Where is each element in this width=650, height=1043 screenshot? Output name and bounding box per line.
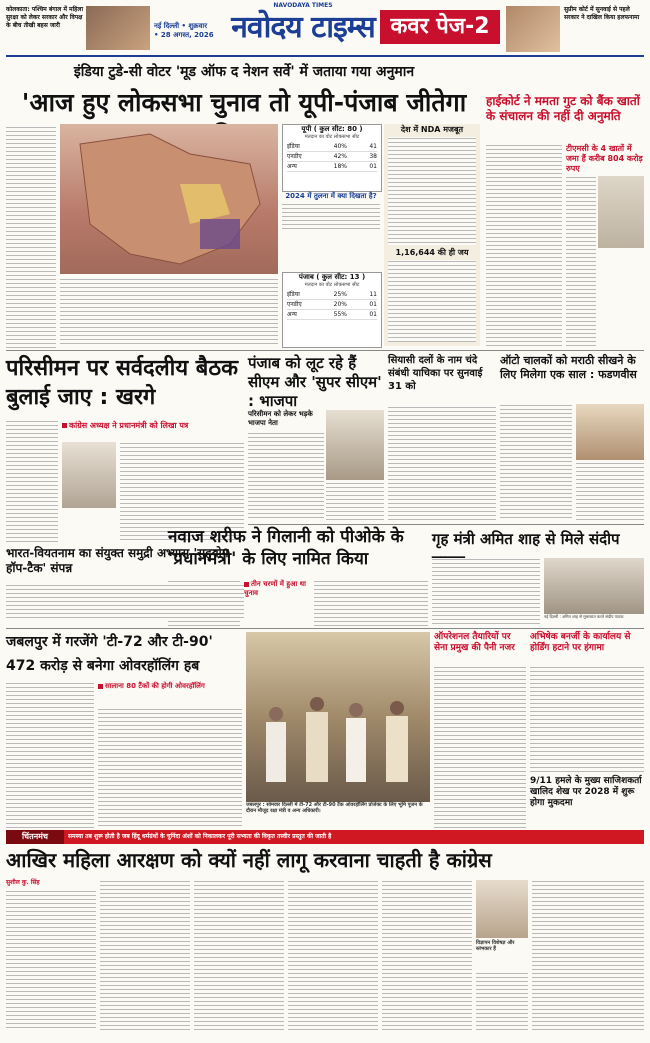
masthead-rule bbox=[6, 55, 644, 57]
abhishek-headline bbox=[530, 632, 644, 662]
hc-photo bbox=[598, 176, 644, 248]
survey-body-bottom bbox=[60, 278, 278, 346]
masthead-logo bbox=[228, 2, 378, 52]
punjab-cm-headline bbox=[248, 354, 384, 408]
punjab-table-rows bbox=[283, 288, 381, 322]
shah-headline bbox=[432, 528, 644, 556]
nawaz-body-1 bbox=[168, 580, 240, 626]
abhishek-body bbox=[530, 666, 644, 772]
shah-caption-text: नई दिल्ली : अमित शाह से मुलाकात करते संदीप पाठक bbox=[544, 614, 624, 619]
author-note-text: विज्ञापन विशेषज्ञ और स्तंभकार हैं bbox=[476, 940, 515, 952]
up-table-cell: एनडीए bbox=[287, 153, 302, 160]
nine-eleven-headline-text: 9/11 हमले के मुख्य साजिशकर्ता खालिद शेख पर 2028 में शुरू होगा मुकदमा bbox=[530, 776, 642, 808]
operation-headline-text: ऑपरेशनल तैयारियों पर सेना प्रमुख की पैनी नजर bbox=[434, 632, 515, 653]
shah-caption bbox=[544, 614, 644, 626]
punjab-table bbox=[282, 272, 382, 348]
punjab-table-cell: 11 bbox=[369, 291, 377, 298]
dateline bbox=[154, 6, 228, 50]
auto-body bbox=[500, 404, 572, 520]
right-promo-photo bbox=[506, 6, 560, 52]
punjab-table-title: पंजाब ( कुल सीट: 13 ) bbox=[298, 273, 366, 281]
up-table-cell: 01 bbox=[369, 163, 377, 170]
up-table-cell: 18% bbox=[333, 163, 347, 170]
punjab-table-cell: 55% bbox=[333, 311, 347, 318]
punjab-cm-body-2 bbox=[326, 482, 384, 520]
hc-sub-text: टीएमसी के 4 खातों में जमा हैं करीब 804 करोड़ रुपए bbox=[566, 144, 643, 173]
punjab-table-cell: 25% bbox=[333, 291, 347, 298]
punjab-cm-headline-text: पंजाब को लूट रहे हैं सीएम और 'सुपर सीएम' : भाजपा bbox=[248, 354, 382, 410]
sirsa-body bbox=[388, 406, 496, 520]
delim-sub-text: कांग्रेस अध्यक्ष ने प्रधानमंत्री को लिखा पत्र bbox=[69, 421, 189, 430]
section-label: कवर पेज-2 bbox=[390, 14, 490, 39]
chintan-byline-text: सुशील कु. सिंह bbox=[6, 879, 40, 886]
up-table-subtitle: मतदान का वोट लोकसभा सीट bbox=[304, 134, 360, 140]
ceremony-graphic bbox=[246, 632, 430, 802]
chintan-body-6 bbox=[476, 972, 528, 1030]
author-photo bbox=[476, 880, 528, 938]
bullet-icon bbox=[62, 423, 67, 428]
punjab-cm-photo bbox=[326, 410, 384, 480]
rule-2 bbox=[248, 524, 644, 525]
chintan-ribbon-text: समस्या तब शुरू होती है जब हिंदू धर्मग्रंथों के चुनिंदा अंशों को निकालकर पूरी सभ्यता की विकृत तस्वीर प्रस्तुत की जाती है bbox=[68, 833, 332, 840]
up-table-cell: 41 bbox=[369, 143, 377, 150]
punjab-table-cell: 20% bbox=[333, 301, 347, 308]
left-promo bbox=[6, 6, 84, 52]
nawaz-headline-text: नवाज शरीफ ने गिलानी को पीओके के 'प्रधानमंत्री' के लिए नामित किया bbox=[168, 527, 404, 569]
bullet-icon bbox=[98, 684, 103, 689]
right-promo-text: सुप्रीम कोर्ट में सुनवाई से पहले सरकार ने दाखिल किया हलफनामा bbox=[564, 6, 640, 21]
delim-body-1 bbox=[6, 420, 58, 542]
jabalpur-headline-1 bbox=[6, 632, 242, 654]
up-table-row bbox=[287, 162, 377, 172]
nawaz-body-2 bbox=[314, 580, 428, 626]
chintan-label: चिंतनमंच bbox=[6, 830, 64, 844]
shah-headline-text: गृह मंत्री अमित शाह से मिले संदीप bbox=[432, 530, 620, 548]
city-date: नई दिल्ली • शुक्रवार bbox=[154, 22, 208, 30]
punjab-table-row bbox=[287, 300, 377, 310]
section-box bbox=[380, 10, 500, 44]
sirsa-headline bbox=[388, 354, 496, 404]
hc-sub bbox=[566, 144, 644, 174]
chintan-body-5 bbox=[382, 880, 472, 1030]
survey-headline-text: 'आज हुए लोकसभा चुनाव तो यूपी-पंजाब जीतेगा bbox=[21, 88, 467, 117]
jabalpur-sub-text: सालाना 80 टैंकों की होगी ओवरहॉलिंग bbox=[105, 682, 205, 690]
hc-headline-text: हाईकोर्ट ने ममता गुट को बैंक खातों के संचालन की नहीं दी अनुमति bbox=[486, 94, 640, 123]
up-table-cell: 40% bbox=[333, 143, 347, 150]
punjab-table-row bbox=[287, 290, 377, 300]
survey-banner bbox=[6, 60, 482, 86]
registration-strip bbox=[6, 1034, 644, 1040]
up-table-cell: इंडिया bbox=[287, 143, 300, 150]
punjab-table-cell: 01 bbox=[369, 301, 377, 308]
up-table-title: यूपी ( कुल सीट: 80 ) bbox=[301, 125, 363, 133]
nawaz-sub bbox=[244, 580, 310, 600]
sirsa-headline-text: सियासी दलों के नाम चंदे संबंधी याचिका पर सुनवाई 31 को bbox=[388, 355, 483, 392]
chintan-ribbon bbox=[6, 830, 644, 844]
rule-1 bbox=[6, 350, 644, 351]
brand-name: नवोदय टाइम्स bbox=[231, 10, 375, 45]
chintan-body-3 bbox=[194, 880, 284, 1030]
up-table bbox=[282, 124, 382, 192]
jabalpur-headline-1-text: जबलपुर में गरजेंगे 'टी-72 और टी-90' bbox=[6, 634, 213, 650]
nda-column bbox=[384, 124, 480, 346]
delim-headline bbox=[6, 354, 244, 416]
punjab-table-cell: इंडिया bbox=[287, 291, 300, 298]
chintan-headline bbox=[6, 846, 644, 876]
hc-body bbox=[486, 144, 562, 348]
delim-sub bbox=[62, 420, 244, 440]
up-table-rows bbox=[283, 140, 381, 174]
jabalpur-photo bbox=[246, 632, 430, 802]
jabalpur-headline-2 bbox=[6, 656, 242, 678]
nawaz-sub-text: तीन चरणों में हुआ था चुनाव bbox=[244, 580, 306, 597]
bullet-icon bbox=[244, 582, 249, 587]
abhishek-headline-text: अभिषेक बनर्जी के कार्यालय से होर्डिंग हटाने पर हंगामा bbox=[530, 632, 631, 653]
nda-stat: 1,16,644 की ही जय bbox=[395, 248, 469, 257]
delim-headline-text: परिसीमन पर सर्वदलीय बैठक बुलाई जाए : खरगे bbox=[6, 356, 239, 410]
auto-body-2 bbox=[576, 462, 644, 520]
up-table-row bbox=[287, 142, 377, 152]
jabalpur-body-2 bbox=[98, 708, 242, 828]
chintan-body-2 bbox=[100, 880, 190, 1030]
operation-headline bbox=[434, 632, 526, 662]
auto-headline bbox=[500, 354, 644, 400]
punjab-table-subtitle: मतदान का वोट लोकसभा सीट bbox=[304, 282, 360, 288]
jabalpur-caption-text: जबलपुर : सोमवार दिल्ली में टी-72 और टी-90 टैंक ओवरहॉलिंग प्रोजेक्ट के लिए भूमि पूजन के दौरान मौजूद रक्षा मंत्री व अन्य अधिकारी। bbox=[246, 802, 423, 814]
fadnavis-photo bbox=[576, 404, 644, 460]
jabalpur-headline-2-text: 472 करोड़ से बनेगा ओवरहॉलिंग हब bbox=[6, 658, 200, 674]
chintan-body-4 bbox=[288, 880, 378, 1030]
chintan-body-1 bbox=[6, 890, 96, 1030]
punjab-cm-sub-text: परिसीमन को लेकर भड़के भाजपा नेता bbox=[248, 410, 313, 427]
jabalpur-sub bbox=[98, 682, 242, 706]
nda-title: देश में NDA मजबूत bbox=[400, 125, 464, 134]
hc-body-2 bbox=[566, 176, 596, 348]
rule-3 bbox=[6, 628, 644, 629]
up-table-cell: अन्य bbox=[287, 163, 297, 170]
map-infographic bbox=[60, 124, 278, 274]
kharge-photo bbox=[62, 442, 116, 508]
left-promo-photo bbox=[86, 6, 150, 50]
shah-photo bbox=[544, 558, 644, 614]
survey-headline bbox=[6, 86, 482, 122]
nine-eleven-headline bbox=[530, 776, 644, 826]
punjab-cm-body bbox=[248, 432, 324, 520]
auto-headline-text: ऑटो चालकों को मराठी सीखने के लिए मिलेगा एक साल : फडणवीस bbox=[500, 354, 637, 381]
punjab-cm-sub bbox=[248, 410, 324, 430]
chintan-headline-text: आखिर महिला आरक्षण को क्यों नहीं लागू करवाना चाहती है कांग्रेस bbox=[6, 848, 492, 872]
up-table-row bbox=[287, 152, 377, 162]
compare-title: 2024 में तुलना में क्या दिखता है? bbox=[285, 192, 377, 200]
chintan-body-7 bbox=[532, 880, 644, 1030]
operation-body bbox=[434, 666, 526, 828]
right-promo bbox=[564, 6, 644, 52]
author-note bbox=[476, 940, 528, 970]
up-table-cell: 38 bbox=[369, 153, 377, 160]
vietnam-headline-text: भारत-वियतनाम का संयुक्त समुद्री अभ्यास 'सहयोग हॉप-टैक' संपन्न bbox=[6, 546, 229, 575]
survey-banner-text: इंडिया टुडे-सी वोटर 'मूड ऑफ द नेशन सर्वे' में जताया गया अनुमान bbox=[73, 64, 415, 80]
jabalpur-body-1 bbox=[6, 682, 94, 828]
shah-body bbox=[432, 558, 540, 626]
punjab-table-cell: 01 bbox=[369, 311, 377, 318]
hc-headline bbox=[486, 94, 644, 140]
up-table-cell: 42% bbox=[333, 153, 347, 160]
compare-box bbox=[282, 192, 380, 236]
jabalpur-caption bbox=[246, 802, 430, 826]
india-map-graphic bbox=[60, 124, 278, 274]
left-promo-text: कोलकाता: पश्चिम बंगाल में महिला सुरक्षा को लेकर सरकार और विपक्ष के बीच तीखी बहस जारी bbox=[6, 6, 83, 29]
survey-body-col1 bbox=[6, 126, 56, 348]
brand-small: NAVODAYA TIMES bbox=[273, 2, 333, 9]
nawaz-headline bbox=[168, 526, 428, 576]
punjab-table-cell: एनडीए bbox=[287, 301, 302, 308]
punjab-table-row bbox=[287, 310, 377, 320]
punjab-table-cell: अन्य bbox=[287, 311, 297, 318]
chintan-byline bbox=[6, 878, 106, 888]
date: • 28 अगस्त, 2026 bbox=[154, 31, 214, 39]
